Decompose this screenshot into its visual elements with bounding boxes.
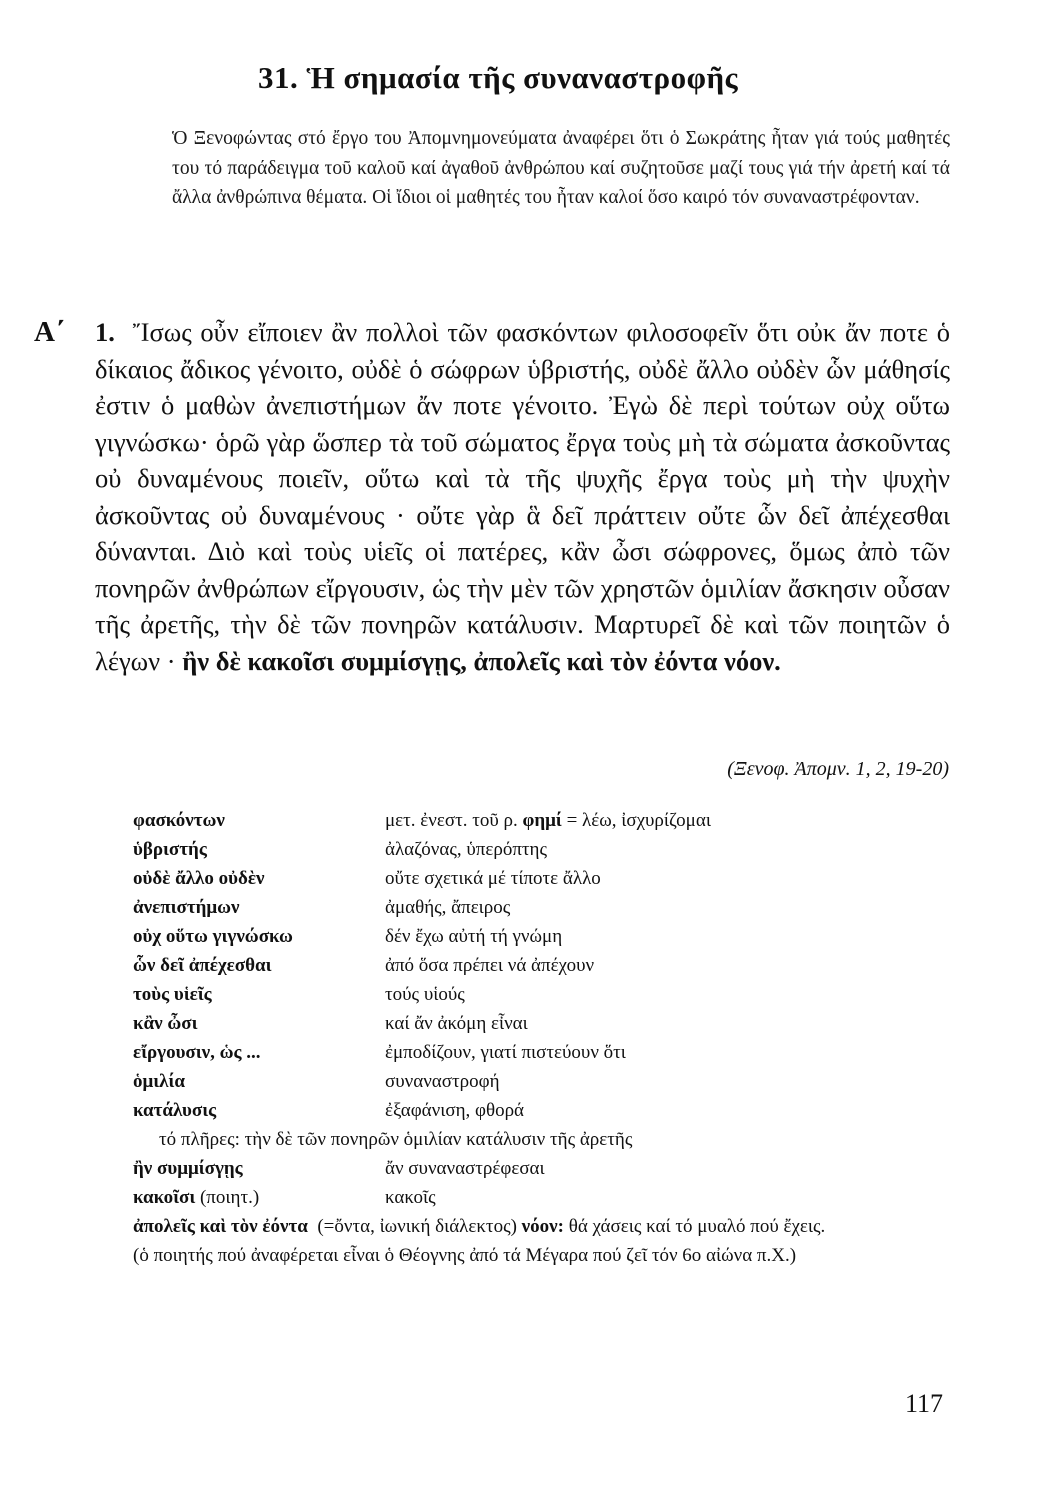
glossary-definition: ἐξαφάνιση, φθορά (385, 1100, 525, 1121)
glossary-definition: ἐμποδίζουν, γιατί πιστεύουν ὅτι (385, 1042, 626, 1063)
glossary-term: κἂν ὦσι (133, 1013, 198, 1034)
passage-text: Ἴσως οὖν εἴποιεν ἂν πολλοὶ τῶν φασκόντων φιλοσοφεῖν ὅτι οὐκ ἄν ποτε ὁ δίκαιος ἄδικος γένοιτο, οὐδὲ ὁ σώφρων ὑβριστής, οὐδὲ ἄλλο οὐδὲν ὧν μάθησίς ἐστιν ὁ μαθὼν ἀνεπιστήμων ἄν ποτε γένοιτο. Ἐγὼ δὲ περὶ τούτων οὐχ οὕτω γιγνώσκω· ὁρῶ γὰρ ὥσπερ τὰ τοῦ σώματος ἔργα τοὺς μὴ τὰ σώματα ἀσκοῦντας οὐ δυναμένους ποιεῖν, οὕτω καὶ τὰ τῆς ψυχῆς ἔργα τοὺς μὴ τὴν ψυχὴν ἀσκοῦντας οὐ δυναμένους · οὔτε γὰρ ἃ δεῖ πράττειν οὔτε ὧν δεῖ ἀπέχεσθαι δύνανται. Διὸ καὶ τοὺς υἱεῖς οἱ πατέρες, κἂν ὦσι σώφρονες, ὅμως ἀπὸ τῶν πονηρῶν ἀνθρώπων εἴργουσιν, ὡς τὴν μὲν τῶν χρηστῶν ὁμιλίαν ἄσκησιν οὖσαν τῆς ἀρετῆς, τὴν δὲ τῶν πονηρῶν κατάλυσιν. Μαρτυρεῖ δὲ καὶ τῶν ποιητῶν ὁ λέγων · (95, 317, 950, 676)
glossary-term: κατάλυσις (133, 1100, 217, 1121)
glossary-definition: κακοῖς (385, 1187, 436, 1208)
glossary-term: ἢν συμμίσγῃς (133, 1158, 243, 1179)
glossary-definition: οὔτε σχετικά μέ τίποτε ἄλλο (385, 868, 601, 889)
glossary-definition: συναναστροφή (385, 1071, 500, 1092)
glossary-definition (385, 806, 943, 835)
glossary-entry (133, 1096, 943, 1125)
glossary-term: φασκόντων (133, 810, 225, 831)
glossary-definition: ἀμαθής, ἄπειρος (385, 897, 511, 918)
glossary-definition: ἄν συναναστρέφεσαι (385, 1158, 545, 1179)
intro-text: Ὁ Ξενοφώντας στό ἔργο του Ἀπομνημονεύματα ἀναφέρει ὅτι ὁ Σωκράτης ἦταν γιά τούς μαθητές του τό παράδειγμα τοῦ καλοῦ καί ἀγαθοῦ ἀνθρώπου καί συζητοῦσε μαζί τους γιά τήν ἀρετή καί τά ἄλλα ἀνθρώπινα θέματα. Οἱ ἴδιοι οἱ μαθητές του ἦταν καλοί ὅσο καιρό τόν συναναστρέφονταν. (172, 128, 950, 208)
definition-text: (=ὄντα, ἰωνική διάλεκτος) (317, 1216, 522, 1237)
glossary-term (133, 1183, 385, 1212)
glossary-entry (133, 893, 943, 922)
glossary-term: ὁμιλία (133, 1071, 185, 1092)
definition-text: = λέω, ἰσχυρίζομαι (561, 810, 711, 831)
glossary-term: ἀπολεῖς καὶ τὸν ἐόντα (133, 1216, 308, 1237)
glossary-entry (133, 922, 943, 951)
term-word: κακοῖσι (133, 1187, 196, 1208)
source-citation: (Ξενοφ. Ἀπομν. 1, 2, 19-20) (727, 758, 949, 780)
glossary-entry (133, 980, 943, 1009)
glossary-entry (133, 1038, 943, 1067)
intro-paragraph (172, 124, 950, 213)
glossary-term: ὑβριστής (133, 839, 207, 860)
glossary-term: οὐχ οὕτω γιγνώσκω (133, 926, 293, 947)
glossary-entry (133, 1212, 943, 1241)
glossary-definition: ἀπό ὅσα πρέπει νά ἀπέχουν (385, 955, 595, 976)
glossary-term: οὐδὲ ἄλλο οὐδὲν (133, 868, 265, 889)
glossary-note: (ὁ ποιητής πού ἀναφέρεται εἶναι ὁ Θέογνης ἀπό τά Μέγαρα πού ζεῖ τόν 6ο αἰώνα π.Χ.) (133, 1245, 797, 1266)
glossary-entry (133, 835, 943, 864)
glossary-term: ἀνεπιστήμων (133, 897, 240, 918)
full-phrase-text: τό πλῆρες: τὴν δὲ τῶν πονηρῶν ὁμιλίαν κατάλυσιν τῆς ἀρετῆς (159, 1129, 633, 1150)
definition-text: μετ. ἐνεστ. τοῦ ρ. (385, 810, 523, 831)
glossary (133, 806, 943, 1270)
glossary-definition: τούς υἱούς (385, 984, 465, 1005)
paragraph-number: 1. (95, 317, 115, 347)
passage-paragraph (95, 314, 950, 679)
glossary-definition: δέν ἔχω αὐτή τή γνώμη (385, 926, 563, 947)
glossary-definition (133, 1212, 943, 1241)
glossary-entry (133, 1154, 943, 1183)
glossary-full-phrase (133, 1125, 943, 1154)
glossary-entry (133, 806, 943, 835)
poet-quote: ἢν δὲ κακοῖσι συμμίσγῃς, ἀπολεῖς καὶ τὸν ἐόντα νόον. (182, 645, 781, 676)
glossary-entry (133, 1009, 943, 1038)
glossary-entry (133, 1067, 943, 1096)
definition-bold-word: φημί (522, 810, 562, 831)
glossary-entry (133, 864, 943, 893)
section-marker: Α΄ (34, 316, 65, 348)
glossary-term: τοὺς υἱεῖς (133, 984, 212, 1005)
term-annotation: (ποιητ.) (195, 1187, 260, 1208)
glossary-term: εἴργουσιν, ὡς ... (133, 1042, 261, 1063)
definition-bold-word: νόον: (521, 1216, 564, 1237)
glossary-entry (133, 1183, 943, 1212)
glossary-definition: ἀλαζόνας, ὑπερόπτης (385, 839, 548, 860)
glossary-entry (133, 951, 943, 980)
page-number: 117 (904, 1389, 943, 1418)
definition-text: θά χάσεις καί τό μυαλό πού ἔχεις. (563, 1216, 826, 1237)
page-title: 31. Ἡ σημασία τῆς συναναστροφῆς (258, 60, 739, 95)
ancient-text-passage (95, 314, 950, 679)
glossary-term: ὧν δεῖ ἀπέχεσθαι (133, 955, 272, 976)
glossary-definition: καί ἄν ἀκόμη εἶναι (385, 1013, 528, 1034)
